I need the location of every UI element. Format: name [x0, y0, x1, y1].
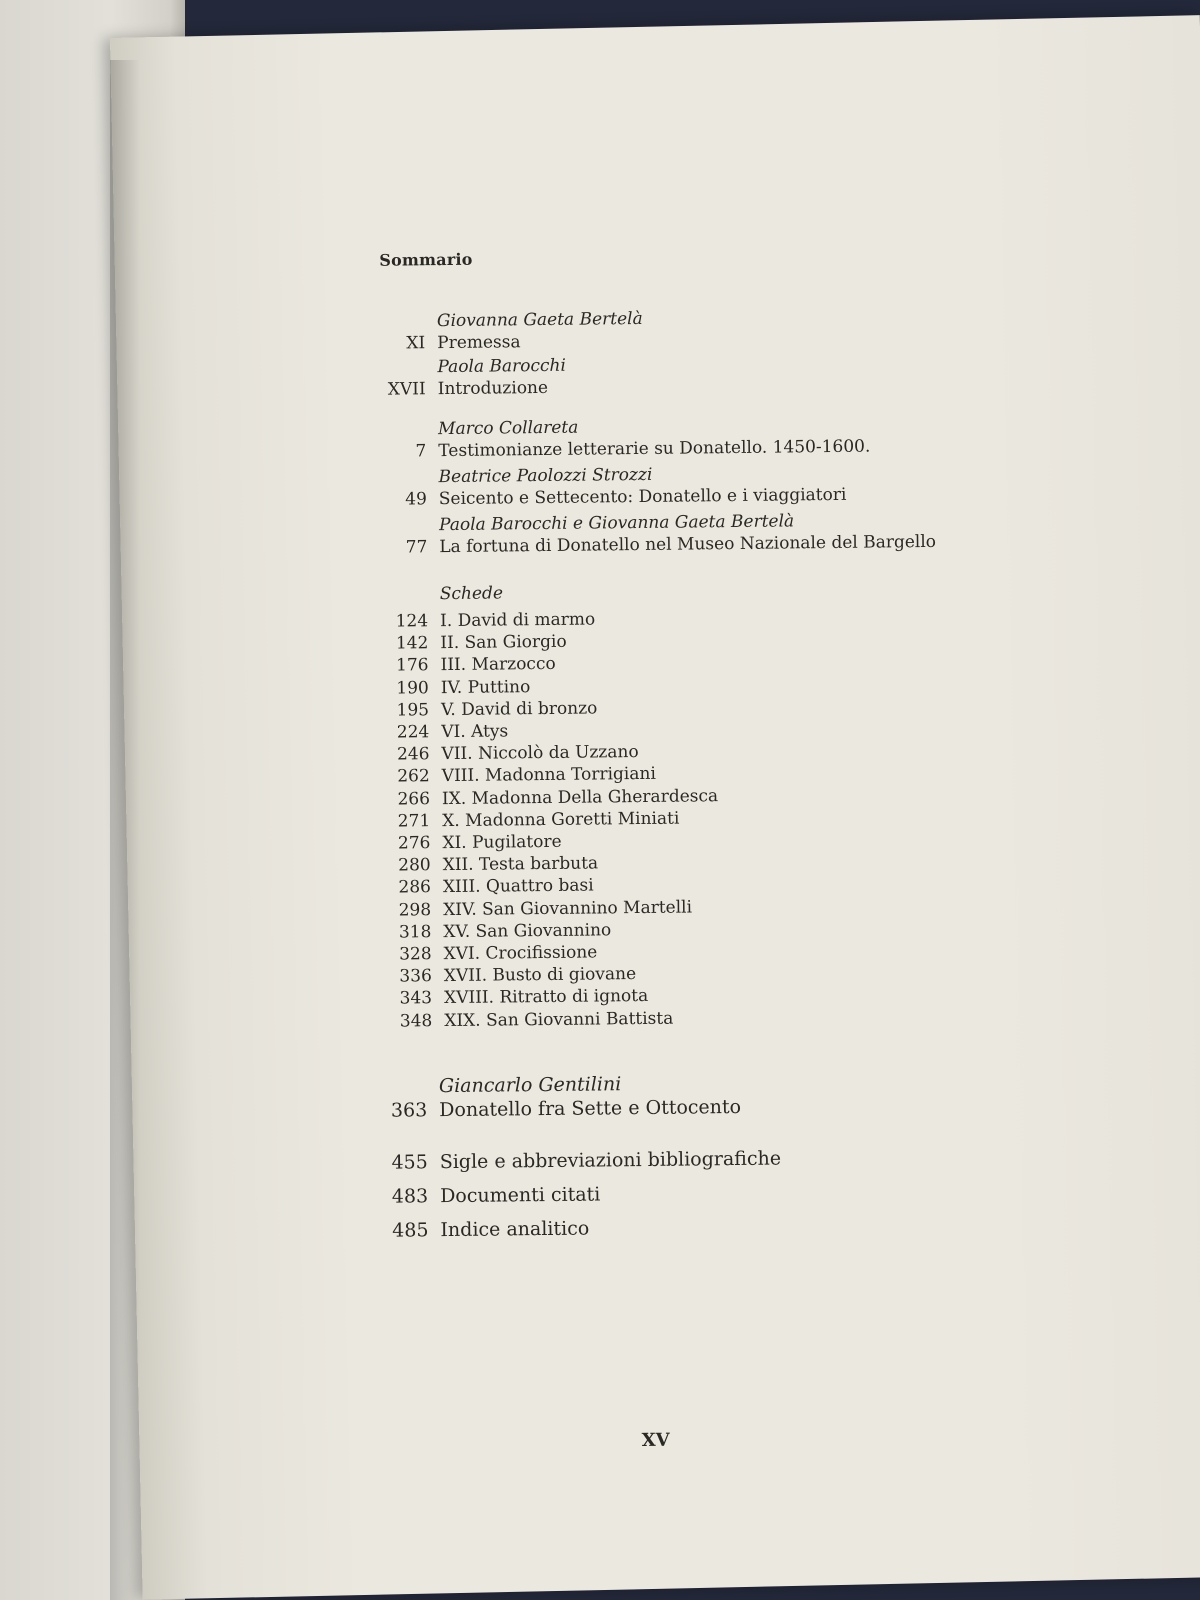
entry-page: 142: [395, 633, 429, 654]
schede-list: [368, 607, 721, 1032]
page-number: XV: [641, 1429, 670, 1452]
entry-title: IV. Puttino: [440, 676, 531, 698]
entry-title: Sigle e abbreviazioni bibliografiche: [439, 1147, 782, 1174]
entry-page: 483: [391, 1185, 429, 1208]
entry-author: Paola Barocchi e Giovanna Gaeta Bertelà: [439, 511, 795, 536]
entry-title: XIII. Quattro basi: [442, 875, 594, 898]
entry-page: 266: [397, 788, 431, 810]
entry-page: 363: [390, 1099, 428, 1122]
entry-page: 336: [399, 966, 432, 987]
entry-title: V. David di bronzo: [440, 698, 598, 720]
entry-title: II. San Giorgio: [440, 631, 567, 654]
toc-entry-front-1: [365, 305, 925, 355]
entry-title: XVI. Crocifissione: [443, 942, 598, 965]
entry-title: Documenti citati: [440, 1183, 601, 1208]
entry-page: 195: [396, 700, 430, 721]
entry-page: 280: [398, 855, 431, 876]
entry-author: Paola Barocchi: [437, 355, 567, 378]
entry-page: 298: [398, 899, 432, 921]
entry-page: 343: [399, 988, 433, 1009]
entry-page: 124: [395, 611, 429, 632]
entry-page: 7: [415, 441, 427, 462]
entry-title: XVII. Busto di giovane: [443, 964, 637, 987]
entry-title: XIX. San Giovanni Battista: [444, 1008, 674, 1031]
entry-title: X. Madonna Goretti Miniati: [442, 808, 680, 831]
entry-page: 318: [398, 922, 432, 943]
entry-page: 262: [397, 766, 430, 787]
entry-title: Seicento e Settecento: Donatello e i viaggiatori: [438, 484, 847, 510]
list-item: [368, 1147, 781, 1175]
entry-author: Giovanna Gaeta Bertelà: [436, 308, 643, 332]
list-item: [370, 807, 718, 833]
toc-entry-essay-2: [366, 461, 926, 511]
entry-page: 176: [396, 655, 429, 676]
entry-title: VIII. Madonna Torrigiani: [441, 764, 656, 787]
entry-page: 328: [399, 944, 432, 965]
toc-entry-front-2: [365, 351, 925, 401]
entry-title: La fortuna di Donatello nel Museo Nazionale del Bargello: [439, 531, 937, 558]
entry-page: 49: [405, 489, 427, 510]
entry-page: XI: [406, 333, 426, 354]
entry-page: 485: [392, 1219, 429, 1242]
entry-page: 224: [396, 722, 430, 743]
entry-title: XI. Pugilatore: [442, 831, 562, 854]
entry-title: VI. Atys: [441, 721, 509, 743]
entry-page: 455: [391, 1151, 428, 1174]
entry-page: XVII: [387, 379, 426, 400]
entry-author: Marco Collareta: [438, 417, 579, 440]
entry-title: Premessa: [437, 332, 521, 354]
entry-title: Introduzione: [437, 377, 549, 400]
entry-author: Beatrice Paolozzi Strozzi: [438, 464, 653, 488]
list-item: [368, 1215, 781, 1243]
list-item: [371, 896, 719, 922]
entry-page: 348: [399, 1010, 433, 1032]
entry-page: 77: [405, 537, 428, 558]
toc-heading: Sommario: [379, 249, 473, 270]
toc-entry-essay-3: [367, 509, 937, 559]
entry-page: 286: [398, 877, 432, 898]
schede-label: Schede: [439, 583, 504, 605]
entry-title: XV. San Giovannino: [443, 920, 612, 942]
toc-entry-essay-1: [366, 413, 926, 463]
entry-title: XVIII. Ritratto di ignota: [443, 986, 649, 1009]
entry-author: Giancarlo Gentilini: [438, 1073, 622, 1098]
entry-page: 246: [396, 744, 430, 765]
list-item: [368, 1181, 781, 1209]
entry-title: Donatello fra Sette e Ottocento: [439, 1095, 742, 1122]
entry-page: 276: [397, 833, 431, 854]
toc-entry-closing: [367, 1071, 741, 1123]
toc-appendix: [368, 1147, 782, 1243]
entry-page: 271: [397, 811, 431, 832]
entry-title: VII. Niccolò da Uzzano: [441, 742, 639, 765]
entry-page: 190: [396, 677, 429, 699]
entry-title: XIV. San Giovannino Martelli: [443, 897, 693, 920]
entry-title: XII. Testa barbuta: [442, 853, 599, 876]
list-item: [372, 1007, 720, 1033]
entry-title: Testimonianze letterarie su Donatello. 1450-1600.: [438, 436, 871, 462]
entry-title: I. David di marmo: [440, 609, 596, 632]
entry-title: IX. Madonna Della Gherardesca: [441, 785, 719, 809]
entry-title: Indice analitico: [440, 1217, 590, 1242]
entry-title: III. Marzocco: [440, 654, 556, 676]
